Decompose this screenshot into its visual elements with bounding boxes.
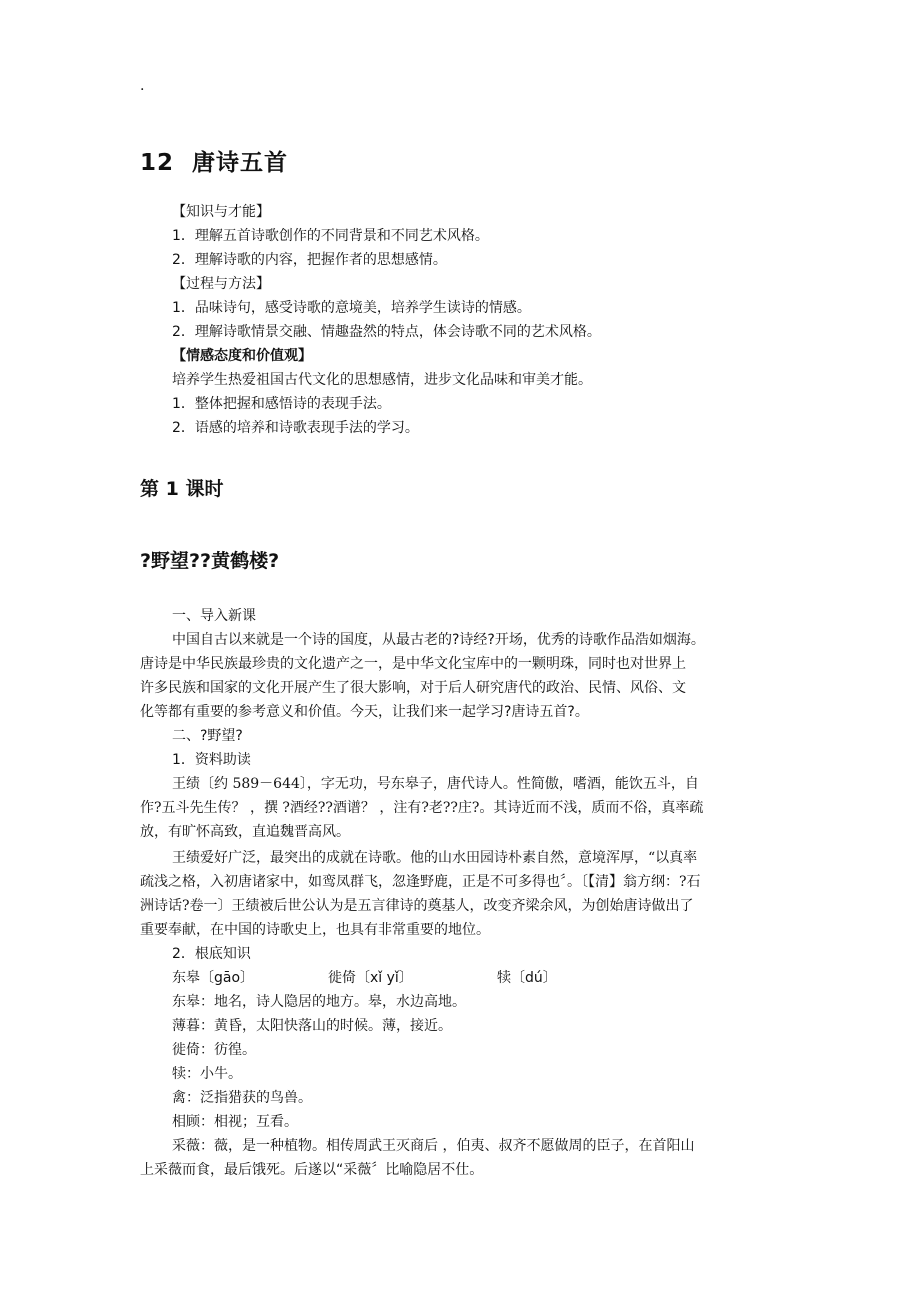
vocab-2: 薄暮：黄昏，太阳快落山的时候。薄，接近。 <box>172 1018 452 1034</box>
pronunciation-2: 徙倚〔xǐ yǐ〕 <box>328 970 413 986</box>
author-bio-line-3: 放，有旷怀高致，直追魏晋高风。 <box>140 824 350 840</box>
author-achievement-line-1: 王绩爱好广泛，最突出的成就在诗歌。他的山水田园诗朴素自然，意境浑厚，“以真率 <box>172 850 698 866</box>
pronunciation-3: 犊〔dú〕 <box>497 970 557 986</box>
values-item-2: 1．整体把握和感悟诗的表现手法。 <box>172 396 391 412</box>
vocab-6: 相顾：相视；互看。 <box>172 1114 298 1130</box>
material-subheading: 1．资料助读 <box>172 752 251 768</box>
vocab-3: 徙倚：彷徨。 <box>172 1042 256 1058</box>
process-item-2: 2．理解诗歌情景交融、情趣盎然的特点，体会诗歌不同的艺术风格。 <box>172 324 601 340</box>
knowledge-item-1: 1．理解五首诗歌创作的不同背景和不同艺术风格。 <box>172 228 489 244</box>
page-dot: . <box>140 78 145 94</box>
yewang-heading: 二、?野望? <box>172 728 243 744</box>
poems-heading: ?野望??黄鹤楼? <box>140 550 280 572</box>
author-achievement-line-2: 疏浅之格，入初唐诸家中，如鸾凤群飞，忽逢野鹿，正是不可多得也〞。〔【清】翁方纲：?石 <box>140 874 701 890</box>
section-process-heading: 【过程与方法】 <box>172 276 270 292</box>
knowledge-item-2: 2．理解诗歌的内容，把握作者的思想感情。 <box>172 252 447 268</box>
values-item-3: 2．语感的培养和诗歌表现手法的学习。 <box>172 420 419 436</box>
process-item-1: 1．品味诗句，感受诗歌的意境美，培养学生读诗的情感。 <box>172 300 531 316</box>
intro-heading: 一、导入新课 <box>172 608 256 624</box>
section-values-heading: 【情感态度和价值观】 <box>172 348 312 364</box>
chapter-number: 12 <box>140 150 175 176</box>
vocab-5: 禽：泛指猎获的鸟兽。 <box>172 1090 312 1106</box>
pronunciation-1: 东皋〔gāo〕 <box>172 970 255 986</box>
intro-line-4: 化等都有重要的参考意义和价值。今天，让我们来一起学习?唐诗五首?。 <box>140 704 589 720</box>
lesson-heading: 第 1 课时 <box>140 478 224 500</box>
vocab-1: 东皋：地名，诗人隐居的地方。皋，水边高地。 <box>172 994 466 1010</box>
basics-subheading: 2．根底知识 <box>172 946 251 962</box>
author-bio-line-1: 王绩〔约 589－644〕，字无功，号东皋子，唐代诗人。性简傲，嗜酒，能饮五斗，自 <box>172 776 699 792</box>
chapter-title: 唐诗五首 <box>192 150 288 176</box>
vocab-7-line-2: 上采薇而食，最后饿死。后遂以“采薇〞比喻隐居不仕。 <box>140 1162 484 1178</box>
author-bio-line-2: 作?五斗先生传？ ，撰 ?酒经??酒谱？ ，注有?老??庄?。其诗近而不浅，质而不俗，真率疏 <box>140 800 704 816</box>
vocab-4: 犊：小牛。 <box>172 1066 242 1082</box>
section-knowledge-heading: 【知识与才能】 <box>172 204 270 220</box>
chapter-heading <box>140 144 288 177</box>
author-achievement-line-3: 洲诗话?卷一〕王绩被后世公认为是五言律诗的奠基人，改变齐梁余风，为创始唐诗做出了 <box>140 898 694 914</box>
values-item-1: 培养学生热爱祖国古代文化的思想感情，进步文化品味和审美才能。 <box>172 372 592 388</box>
author-achievement-line-4: 重要奉献，在中国的诗歌史上，也具有非常重要的地位。 <box>140 922 490 938</box>
intro-line-2: 唐诗是中华民族最珍贵的文化遗产之一，是中华文化宝库中的一颗明珠，同时也对世界上 <box>140 656 686 672</box>
intro-line-3: 许多民族和国家的文化开展产生了很大影响，对于后人研究唐代的政治、民情、风俗、文 <box>140 680 686 696</box>
vocab-7-line-1: 采薇：薇，是一种植物。相传周武王灭商后 ，伯夷、叔齐不愿做周的臣子，在首阳山 <box>172 1138 695 1154</box>
intro-line-1: 中国自古以来就是一个诗的国度，从最古老的?诗经?开场，优秀的诗歌作品浩如烟海。 <box>172 632 705 648</box>
